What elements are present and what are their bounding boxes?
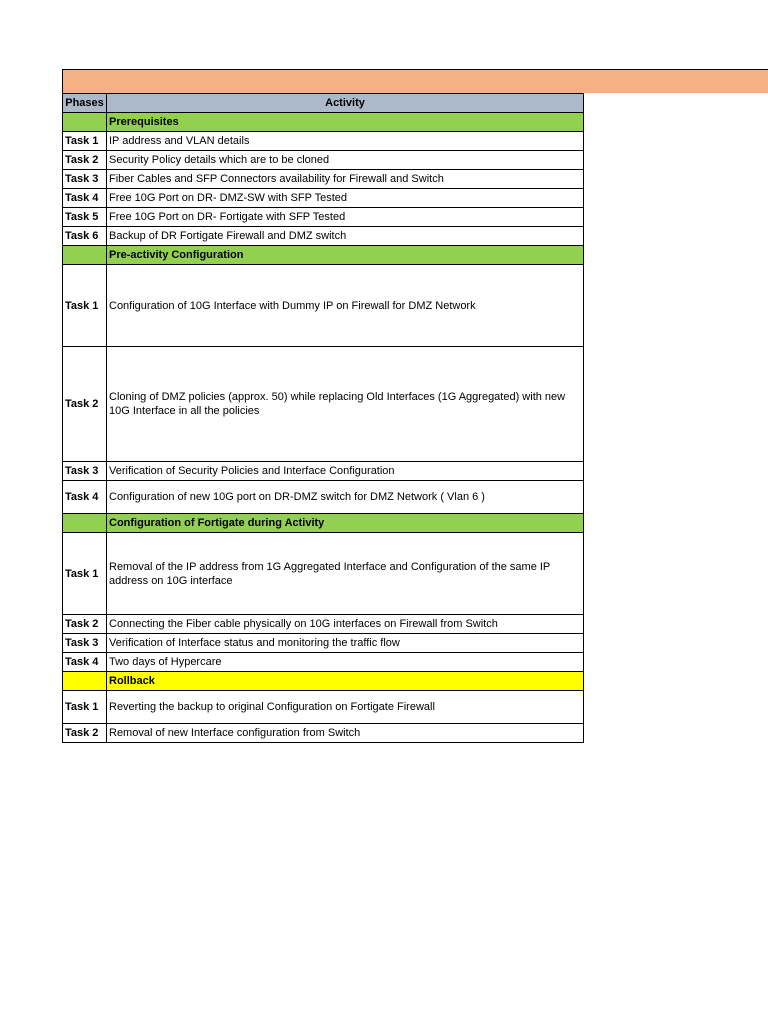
table-row bbox=[63, 208, 584, 227]
section-title: Prerequisites bbox=[107, 113, 584, 132]
table-row bbox=[63, 170, 584, 189]
activity-cell: Two days of Hypercare bbox=[107, 653, 584, 672]
table-row bbox=[63, 265, 584, 347]
table-row bbox=[63, 533, 584, 615]
table-row bbox=[63, 724, 584, 743]
section-row-pre-activity bbox=[63, 246, 584, 265]
activity-cell: Connecting the Fiber cable physically on 10G interfaces on Firewall from Switch bbox=[107, 615, 584, 634]
section-blank-cell bbox=[63, 672, 107, 691]
activity-cell: Cloning of DMZ policies (approx. 50) while replacing Old Interfaces (1G Aggregated) with new 10G Interface in all the policies bbox=[107, 347, 584, 462]
section-blank-cell bbox=[63, 246, 107, 265]
task-label: Task 1 bbox=[63, 533, 107, 615]
table-row bbox=[63, 653, 584, 672]
activity-cell: Backup of DR Fortigate Firewall and DMZ switch bbox=[107, 227, 584, 246]
header-row bbox=[63, 94, 584, 113]
table-row bbox=[63, 151, 584, 170]
section-title: Rollback bbox=[107, 672, 584, 691]
task-label: Task 2 bbox=[63, 724, 107, 743]
table-row bbox=[63, 347, 584, 462]
activity-cell: Verification of Security Policies and Interface Configuration bbox=[107, 462, 584, 481]
section-title: Configuration of Fortigate during Activity bbox=[107, 514, 584, 533]
task-label: Task 3 bbox=[63, 170, 107, 189]
activity-cell: Fiber Cables and SFP Connectors availability for Firewall and Switch bbox=[107, 170, 584, 189]
table-row bbox=[63, 132, 584, 151]
activity-cell: Removal of the IP address from 1G Aggregated Interface and Configuration of the same IP address on 10G interface bbox=[107, 533, 584, 615]
title-banner bbox=[62, 69, 768, 93]
section-title: Pre-activity Configuration bbox=[107, 246, 584, 265]
activity-header: Activity bbox=[107, 94, 584, 113]
task-label: Task 2 bbox=[63, 151, 107, 170]
activity-cell: Free 10G Port on DR- Fortigate with SFP Tested bbox=[107, 208, 584, 227]
task-label: Task 2 bbox=[63, 347, 107, 462]
activity-cell: Removal of new Interface configuration from Switch bbox=[107, 724, 584, 743]
section-row-rollback bbox=[63, 672, 584, 691]
activity-cell: Configuration of new 10G port on DR-DMZ switch for DMZ Network ( Vlan 6 ) bbox=[107, 481, 584, 514]
task-label: Task 1 bbox=[63, 691, 107, 724]
task-label: Task 4 bbox=[63, 189, 107, 208]
table-row bbox=[63, 462, 584, 481]
phases-header: Phases bbox=[63, 94, 107, 113]
task-label: Task 3 bbox=[63, 462, 107, 481]
activity-cell: IP address and VLAN details bbox=[107, 132, 584, 151]
activity-cell: Verification of Interface status and monitoring the traffic flow bbox=[107, 634, 584, 653]
task-label: Task 6 bbox=[63, 227, 107, 246]
table-row bbox=[63, 634, 584, 653]
activity-cell: Free 10G Port on DR- DMZ-SW with SFP Tested bbox=[107, 189, 584, 208]
task-label: Task 4 bbox=[63, 653, 107, 672]
activity-cell: Security Policy details which are to be cloned bbox=[107, 151, 584, 170]
table-row bbox=[63, 481, 584, 514]
task-label: Task 3 bbox=[63, 634, 107, 653]
activity-cell: Reverting the backup to original Configuration on Fortigate Firewall bbox=[107, 691, 584, 724]
task-label: Task 1 bbox=[63, 132, 107, 151]
section-row-fortigate-config bbox=[63, 514, 584, 533]
task-table bbox=[62, 93, 584, 743]
task-label: Task 2 bbox=[63, 615, 107, 634]
task-label: Task 5 bbox=[63, 208, 107, 227]
section-row-prerequisites bbox=[63, 113, 584, 132]
table-row bbox=[63, 691, 584, 724]
table-row bbox=[63, 615, 584, 634]
task-label: Task 4 bbox=[63, 481, 107, 514]
section-blank-cell bbox=[63, 514, 107, 533]
task-label: Task 1 bbox=[63, 265, 107, 347]
table-row bbox=[63, 189, 584, 208]
table-row bbox=[63, 227, 584, 246]
activity-cell: Configuration of 10G Interface with Dummy IP on Firewall for DMZ Network bbox=[107, 265, 584, 347]
section-blank-cell bbox=[63, 113, 107, 132]
